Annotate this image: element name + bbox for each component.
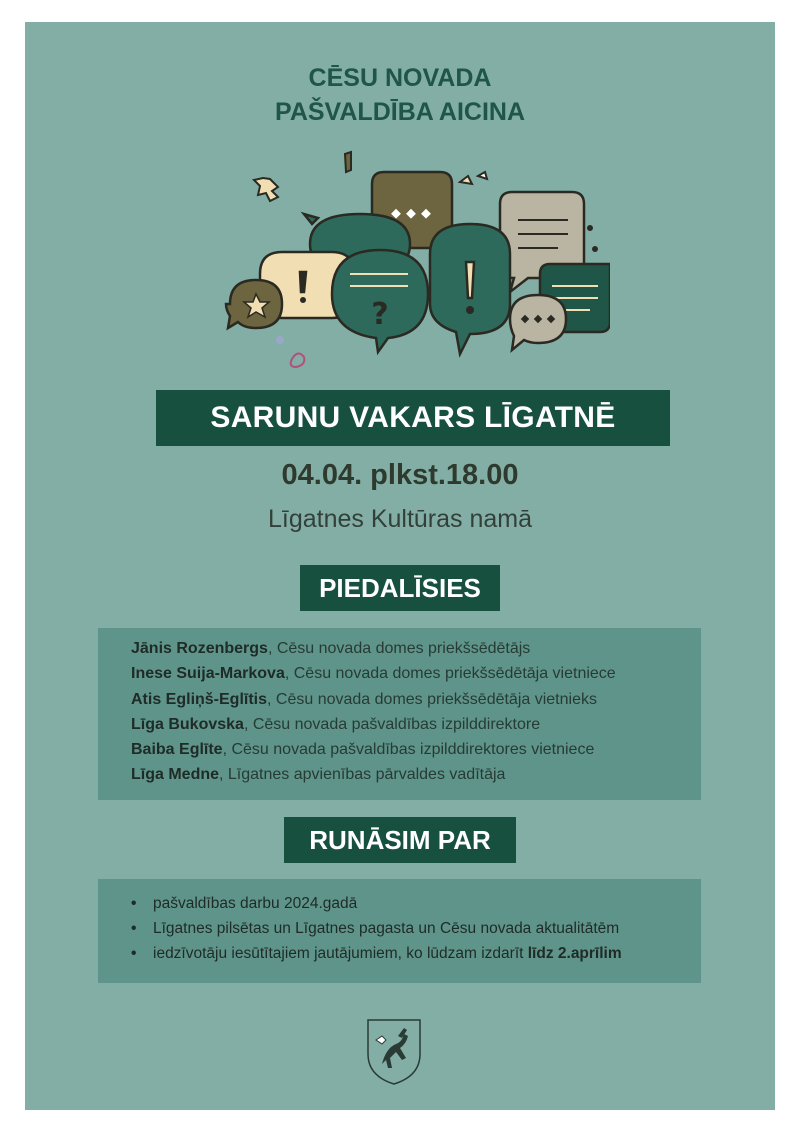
participant-item bbox=[131, 737, 701, 762]
speech-bubbles-illustration bbox=[200, 144, 610, 374]
dots-bubble bbox=[510, 295, 566, 350]
topic-item bbox=[131, 941, 701, 966]
exclaim-bubble bbox=[430, 224, 510, 354]
participant-item bbox=[131, 762, 701, 787]
participant-name: Inese Suija-Markova bbox=[131, 665, 285, 683]
participant-item bbox=[131, 636, 701, 661]
participant-name: Līga Medne bbox=[131, 766, 220, 784]
bullet-icon: • bbox=[131, 945, 137, 962]
bullet-icon: • bbox=[131, 895, 137, 912]
org-title-line2: PAŠVALDĪBA AICINA bbox=[275, 98, 525, 126]
participant-name: Baiba Eglīte bbox=[131, 741, 223, 759]
participant-role: , Cēsu novada pašvaldības izpilddirektores vietniece bbox=[222, 741, 595, 759]
participant-item bbox=[131, 661, 701, 686]
participant-item bbox=[131, 712, 701, 737]
participant-role: , Cēsu novada domes priekšsēdētāja vietnieks bbox=[267, 690, 597, 708]
event-venue: Līgatnes Kultūras namā bbox=[267, 505, 533, 533]
svg-text:?: ? bbox=[371, 297, 389, 332]
participants-heading: PIEDALĪSIES bbox=[300, 565, 500, 611]
star-bubble bbox=[226, 280, 282, 328]
bullet-icon: • bbox=[131, 920, 137, 937]
topic-text: iedzīvotāju iesūtītajiem jautājumiem, ko lūdzam izdarīt bbox=[153, 945, 528, 962]
participant-role: , Līgatnes apvienības pārvaldes vadītāja bbox=[219, 766, 506, 784]
event-datetime: 04.04. plkst.18.00 bbox=[281, 459, 519, 491]
participant-role: , Cēsu novada pašvaldības izpilddirektore bbox=[243, 715, 541, 733]
coat-of-arms-icon bbox=[364, 1014, 424, 1086]
question-bubble bbox=[332, 250, 428, 352]
poster bbox=[25, 22, 775, 1110]
participant-name: Atis Egliņš-Eglītis bbox=[131, 690, 268, 708]
topic-text: Līgatnes pilsētas un Līgatnes pagasta un Cēsu novada aktualitātēm bbox=[153, 920, 620, 937]
participant-name: Līga Bukovska bbox=[131, 715, 244, 733]
topics-panel bbox=[98, 879, 701, 983]
org-title-line1: CĒSU NOVADA bbox=[308, 64, 492, 92]
participant-role: , Cēsu novada domes priekšsēdētājs bbox=[267, 640, 531, 657]
event-title: SARUNU VAKARS LĪGATNĒ bbox=[156, 390, 670, 446]
topic-item bbox=[131, 916, 701, 941]
participant-item bbox=[131, 687, 701, 712]
topic-emphasis: līdz 2.aprīlim bbox=[527, 945, 622, 962]
topic-item bbox=[131, 891, 701, 916]
participants-panel bbox=[98, 628, 701, 800]
topics-heading: RUNĀSIM PAR bbox=[284, 817, 516, 863]
participant-name: Jānis Rozenbergs bbox=[131, 640, 268, 657]
topic-text: pašvaldības darbu 2024.gadā bbox=[153, 895, 358, 912]
participant-role: , Cēsu novada domes priekšsēdētāja vietniece bbox=[284, 665, 616, 683]
